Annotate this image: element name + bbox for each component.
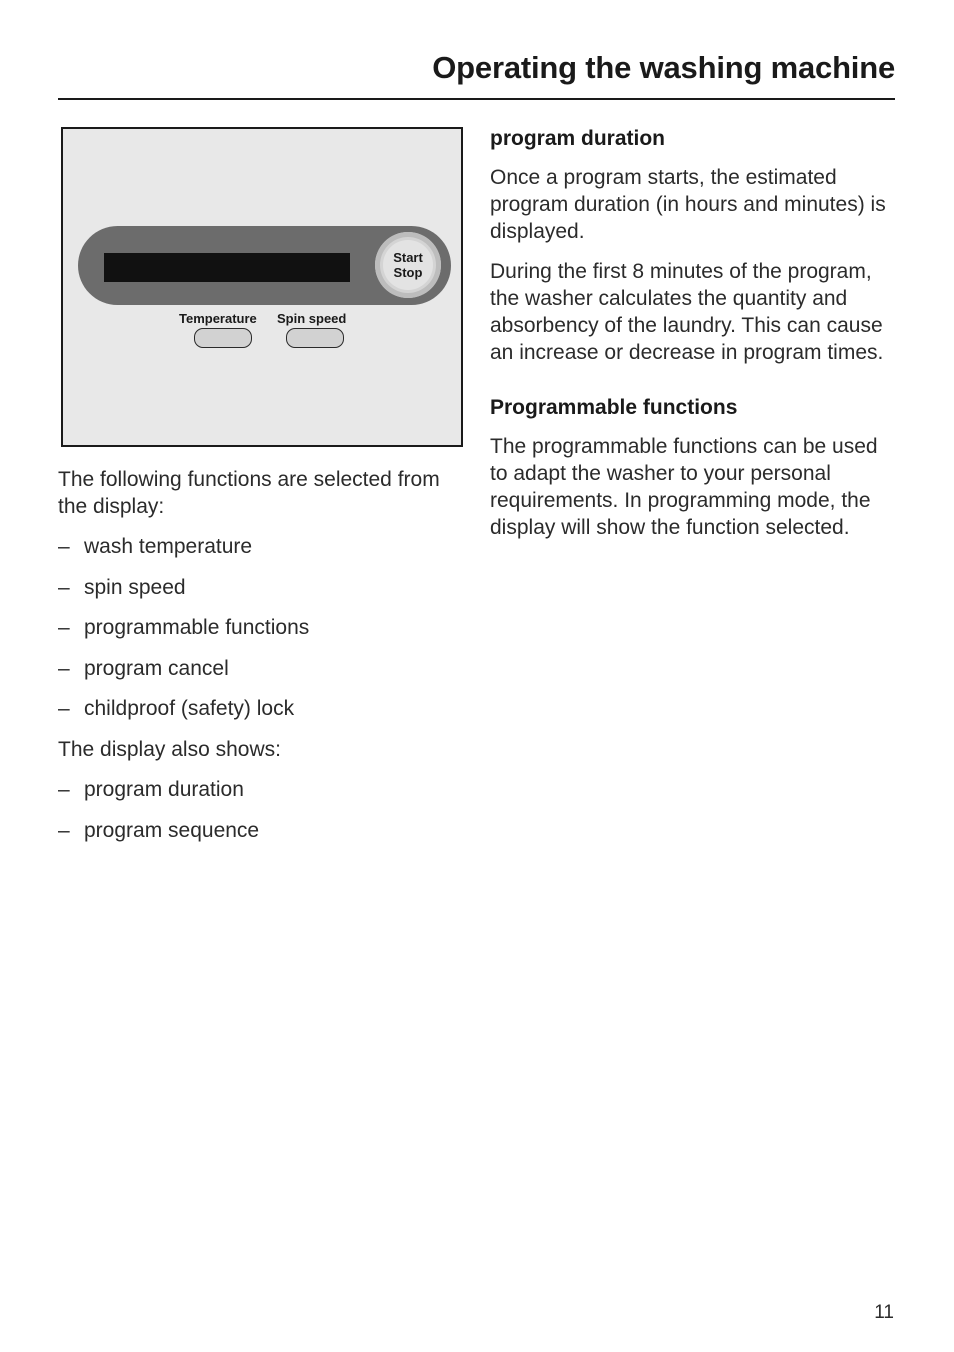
list-item: [58, 614, 458, 641]
temperature-button: [194, 328, 252, 348]
list-item-text: program sequence: [84, 818, 260, 842]
functions-list: [58, 533, 458, 722]
display-list: [58, 776, 458, 844]
dash: –: [58, 656, 70, 680]
dash: –: [58, 697, 70, 721]
list-item-text: childproof (safety) lock: [84, 697, 295, 721]
dash: –: [58, 777, 70, 801]
list-item: [58, 655, 458, 682]
list-item: [58, 533, 458, 560]
page-number: 11: [874, 1302, 894, 1323]
control-panel-illustration: [61, 127, 463, 447]
list-item-text: programmable functions: [84, 616, 310, 640]
list-item-text: wash temperature: [84, 535, 253, 558]
title-rule: [58, 98, 895, 100]
list-item-text: program duration: [84, 777, 244, 801]
display-intro: The display also shows:: [58, 737, 281, 761]
list-item-text: spin speed: [84, 575, 186, 599]
programmable-functions-paragraph: The programmable functions can be used to adapt the washer to your personal requirements. In programming mode, the display will show the function selected.: [490, 435, 878, 539]
temperature-label: Temperature: [179, 311, 257, 326]
start-stop-face: [383, 240, 433, 290]
control-bar: [78, 226, 451, 305]
list-item: [58, 695, 458, 722]
left-column: [58, 466, 458, 857]
dash: –: [58, 818, 70, 842]
program-duration-paragraph: Once a program starts, the estimated program duration (in hours and minutes) is displayed.: [490, 166, 886, 243]
functions-intro: The following functions are selected from the display:: [58, 468, 440, 518]
stop-label: Stop: [393, 265, 423, 280]
start-label: Start: [393, 250, 423, 265]
dash: –: [58, 535, 70, 558]
spin-speed-label: Spin speed: [277, 311, 347, 326]
display-screen: [104, 253, 350, 282]
spin-speed-button: [286, 328, 344, 348]
list-item-text: program cancel: [84, 656, 229, 680]
list-item: [58, 574, 458, 601]
right-column: [490, 125, 900, 554]
dash: –: [58, 616, 70, 640]
program-duration-paragraph-2: During the first 8 minutes of the program, the washer calculates the quantity and absorbency of the laundry. This can cause an increase or decrease in program times.: [490, 260, 884, 364]
page-title: Operating the washing machine: [432, 50, 895, 85]
start-stop-button: [375, 232, 441, 298]
program-duration-heading: program duration: [490, 127, 666, 150]
list-item: [58, 817, 458, 844]
dash: –: [58, 575, 70, 599]
list-item: [58, 776, 458, 803]
programmable-functions-heading: Programmable functions: [490, 396, 738, 419]
